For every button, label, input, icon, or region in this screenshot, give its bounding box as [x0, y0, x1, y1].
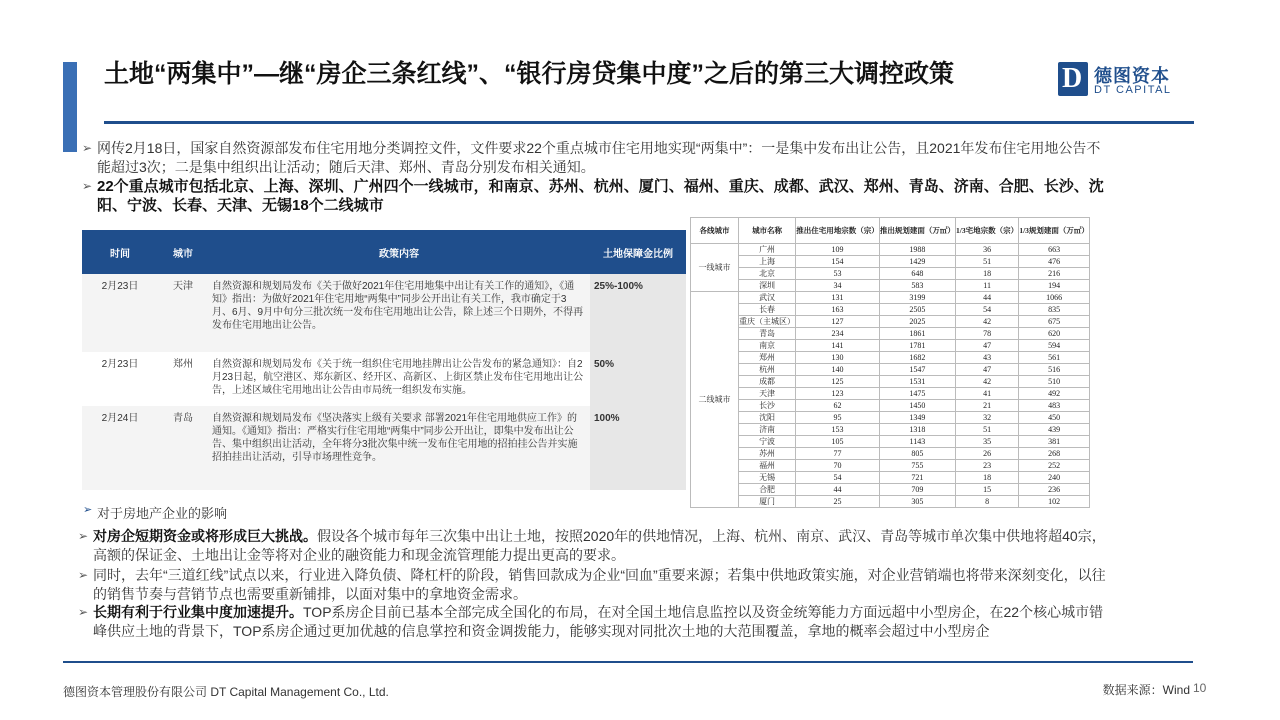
value-cell: 1531	[879, 376, 955, 388]
header-ratio: 土地保障金比例	[590, 230, 686, 274]
footer-source: 数据来源：Wind	[1102, 683, 1190, 697]
value-cell: 70	[796, 460, 880, 472]
value-cell: 516	[1019, 364, 1090, 376]
arrow-bullet-icon: ➢	[83, 504, 93, 516]
value-cell: 18	[955, 472, 1018, 484]
value-cell: 648	[879, 268, 955, 280]
value-cell: 216	[1019, 268, 1090, 280]
logo-chinese-name: 德图资本	[1094, 66, 1170, 86]
value-cell: 23	[955, 460, 1018, 472]
value-cell: 1988	[879, 244, 955, 256]
value-cell: 125	[796, 376, 880, 388]
header-city: 城市	[158, 230, 208, 274]
table-row	[691, 292, 1090, 304]
city-name-cell: 合肥	[739, 484, 796, 496]
value-cell: 2025	[879, 316, 955, 328]
table-row	[691, 484, 1090, 496]
value-cell: 305	[879, 496, 955, 508]
row-date: 2月24日	[82, 406, 158, 490]
city-name-cell: 北京	[739, 268, 796, 280]
value-cell: 805	[879, 448, 955, 460]
intro-bullet-2-text: 22个重点城市包括北京、上海、深圳、广州四个一线城市，和南京、苏州、杭州、厦门、福州、重庆、成都、武汉、郑州、青岛、济南、合肥、长沙、沈阳、宁波、长春、天津、无锡18个二线城市	[97, 178, 1104, 214]
table-row	[691, 460, 1090, 472]
table-row	[691, 364, 1090, 376]
value-cell: 78	[955, 328, 1018, 340]
value-cell: 95	[796, 412, 880, 424]
value-cell: 2505	[879, 304, 955, 316]
city-name-cell: 重庆（主城区）	[739, 317, 796, 326]
page-number: 10	[1193, 681, 1207, 695]
footer-company: 德图资本管理股份有限公司 DT Capital Management Co., Ltd.	[63, 685, 389, 699]
table-row	[691, 304, 1090, 316]
value-cell: 1861	[879, 328, 955, 340]
value-cell: 54	[955, 304, 1018, 316]
city-name-cell: 厦门	[739, 496, 796, 508]
value-cell: 1066	[1019, 292, 1090, 304]
value-cell: 51	[955, 424, 1018, 436]
table-row	[691, 268, 1090, 280]
value-cell: 51	[955, 256, 1018, 268]
value-cell: 1475	[879, 388, 955, 400]
value-cell: 1547	[879, 364, 955, 376]
value-cell: 476	[1019, 256, 1090, 268]
table-row	[691, 256, 1090, 268]
city-land-table	[690, 217, 1090, 508]
impact-bullet-2-text: 同时，去年“三道红线”试点以来，行业进入降负债、降杠杆的阶段，销售回款成为企业“回血”重要来源；若集中供地政策实施，对企业营销端也将带来深刻变化，以往的销售节奏与营销节点也需要重新铺排，以面对集中的拿地资金需求。	[93, 567, 1106, 602]
value-cell: 42	[955, 316, 1018, 328]
city-name-cell: 上海	[739, 256, 796, 268]
table-row	[82, 274, 686, 352]
city-table-header	[691, 218, 1090, 244]
impact-bullet-1-text: 假设各个城市每年三次集中出让土地，按照2020年的供地情况，上海、杭州、南京、武汉、青岛等城市单次集中供地将超40宗，高额的保证金、土地出让金等将对企业的融资能力和现金流管理能力提出更高的要求。	[93, 528, 1106, 563]
value-cell: 1429	[879, 256, 955, 268]
value-cell: 21	[955, 400, 1018, 412]
tier-label: 二线城市	[691, 292, 739, 508]
table-row	[82, 406, 686, 490]
value-cell: 127	[796, 316, 880, 328]
city-name-cell: 苏州	[739, 448, 796, 460]
value-cell: 236	[1019, 484, 1090, 496]
value-cell: 594	[1019, 340, 1090, 352]
city-name-cell: 杭州	[739, 364, 796, 376]
value-cell: 835	[1019, 304, 1090, 316]
table-row	[691, 436, 1090, 448]
city-name-cell: 济南	[739, 424, 796, 436]
header-date: 时间	[82, 230, 158, 274]
logo-mark-letter: D	[1062, 63, 1083, 94]
value-cell: 102	[1019, 496, 1090, 508]
value-cell: 234	[796, 328, 880, 340]
row-ratio: 100%	[590, 406, 686, 490]
header-third-area: 1/3规划建面（万㎡）	[1019, 218, 1090, 244]
value-cell: 47	[955, 340, 1018, 352]
header-lot-count: 推出住宅用地宗数（宗）	[796, 218, 880, 244]
table-row	[82, 352, 686, 406]
value-cell: 77	[796, 448, 880, 460]
value-cell: 1143	[879, 436, 955, 448]
value-cell: 240	[1019, 472, 1090, 484]
value-cell: 3199	[879, 292, 955, 304]
table-row	[691, 496, 1090, 508]
table-row	[691, 472, 1090, 484]
value-cell: 18	[955, 268, 1018, 280]
city-name-cell: 无锡	[739, 472, 796, 484]
logo-mark-icon	[1058, 62, 1088, 96]
value-cell: 252	[1019, 460, 1090, 472]
impact-bullet-1-lead: 对房企短期资金或将形成巨大挑战。	[93, 528, 317, 544]
header-planned-area: 推出规划建面（万㎡）	[879, 218, 955, 244]
value-cell: 153	[796, 424, 880, 436]
table-row	[691, 280, 1090, 292]
logo-english-name: DT CAPITAL	[1094, 84, 1172, 96]
value-cell: 35	[955, 436, 1018, 448]
value-cell: 32	[955, 412, 1018, 424]
city-name-cell: 广州	[739, 244, 796, 256]
value-cell: 105	[796, 436, 880, 448]
value-cell: 1349	[879, 412, 955, 424]
table-row	[691, 412, 1090, 424]
impact-bullet-3	[78, 603, 1113, 641]
title-accent-bar	[63, 62, 77, 152]
title-divider	[104, 121, 1194, 124]
header-third-lot-count: 1/3宅地宗数（宗）	[955, 218, 1018, 244]
value-cell: 721	[879, 472, 955, 484]
value-cell: 492	[1019, 388, 1090, 400]
value-cell: 11	[955, 280, 1018, 292]
value-cell: 154	[796, 256, 880, 268]
city-name-cell: 郑州	[739, 352, 796, 364]
value-cell: 8	[955, 496, 1018, 508]
header-content: 政策内容	[208, 230, 590, 274]
city-name-cell: 宁波	[739, 436, 796, 448]
table-row	[691, 244, 1090, 256]
row-city: 青岛	[158, 406, 208, 490]
company-logo	[1058, 62, 1198, 98]
table-row	[691, 376, 1090, 388]
intro-bullet-1-text: 网传2月18日，国家自然资源部发布住宅用地分类调控文件，文件要求22个重点城市住宅用地实现“两集中”：一是集中发布出让公告，且2021年发布住宅用地公告不能超过3次；二是集中组织出让活动；随后天津、郑州、青岛分别发布相关通知。	[97, 140, 1101, 175]
city-name-cell: 成都	[739, 376, 796, 388]
impact-bullet-2	[78, 566, 1113, 604]
value-cell: 755	[879, 460, 955, 472]
header-tier: 各线城市	[691, 218, 739, 244]
value-cell: 675	[1019, 316, 1090, 328]
arrow-bullet-icon: ➢	[78, 568, 89, 582]
city-name-cell: 福州	[739, 460, 796, 472]
value-cell: 41	[955, 388, 1018, 400]
value-cell: 109	[796, 244, 880, 256]
table-row	[691, 316, 1090, 328]
page-title: 土地“两集中”—继“房企三条红线”、“银行房贷集中度”之后的第三大调控政策	[104, 60, 955, 88]
city-name-cell: 深圳	[739, 280, 796, 292]
row-city: 天津	[158, 274, 208, 352]
value-cell: 163	[796, 304, 880, 316]
value-cell: 47	[955, 364, 1018, 376]
value-cell: 510	[1019, 376, 1090, 388]
row-content: 自然资源和规划局发布《关于统一组织住宅用地挂牌出让公告发布的紧急通知》：自2月23日起，航空港区、郑东新区、经开区、高新区、上街区禁止发布住宅用地出让公告，上述区域住宅用地出让公告由市局统一组织发布实施。	[208, 352, 590, 406]
arrow-bullet-icon: ➢	[78, 605, 89, 619]
row-content: 自然资源和规划局发布《坚决落实上级有关要求 部署2021年住宅用地供应工作》的通知。《通知》指出：严格实行住宅用地“两集中”同步公开出让，即集中发布出让公告、集中组织出让活动，全年将分3批次集中统一发布住宅用地的招拍挂公告并实施招拍挂出让活动，引导市场理性竞争。	[208, 406, 590, 490]
arrow-bullet-icon: ➢	[78, 529, 89, 543]
value-cell: 15	[955, 484, 1018, 496]
impact-bullet-3-text: TOP系房企目前已基本全部完成全国化的布局，在对全国土地信息监控以及资金统筹能力方面远超中小型房企，在22个核心城市错峰供应土地的背景下，TOP系房企通过更加优越的信息掌控和资金调拨能力，能够实现对同批次土地的大范围覆盖，拿地的概率会超过中小型房企	[93, 604, 1104, 639]
value-cell: 1450	[879, 400, 955, 412]
table-row	[691, 328, 1090, 340]
value-cell: 42	[955, 376, 1018, 388]
impact-heading-text: 对于房地产企业的影响	[97, 506, 228, 521]
header-city-name: 城市名称	[739, 218, 796, 244]
arrow-bullet-icon: ➢	[82, 141, 93, 155]
table-row	[691, 388, 1090, 400]
table-row	[691, 424, 1090, 436]
tier-label: 一线城市	[691, 244, 739, 292]
value-cell: 141	[796, 340, 880, 352]
value-cell: 25	[796, 496, 880, 508]
footer-divider	[63, 661, 1193, 663]
value-cell: 44	[955, 292, 1018, 304]
city-name-cell: 长春	[739, 304, 796, 316]
policy-table	[82, 230, 686, 490]
value-cell: 583	[879, 280, 955, 292]
row-content: 自然资源和规划局发布《关于做好2021年住宅用地集中出让有关工作的通知》，《通知》指出：为做好2021年住宅用地“两集中”同步公开出让有关工作，我市确定于3月、6月、9月中旬分三批次统一发布住宅用地出让公告，除上述三个日期外，不得再发布住宅用地出让公告。	[208, 274, 590, 352]
value-cell: 62	[796, 400, 880, 412]
city-name-cell: 武汉	[739, 292, 796, 304]
value-cell: 268	[1019, 448, 1090, 460]
intro-bullet-2	[82, 177, 1107, 215]
value-cell: 620	[1019, 328, 1090, 340]
value-cell: 26	[955, 448, 1018, 460]
value-cell: 131	[796, 292, 880, 304]
value-cell: 194	[1019, 280, 1090, 292]
value-cell: 1682	[879, 352, 955, 364]
row-city: 郑州	[158, 352, 208, 406]
policy-table-header	[82, 230, 686, 274]
row-date: 2月23日	[82, 274, 158, 352]
row-date: 2月23日	[82, 352, 158, 406]
value-cell: 450	[1019, 412, 1090, 424]
row-ratio: 50%	[590, 352, 686, 406]
value-cell: 439	[1019, 424, 1090, 436]
value-cell: 34	[796, 280, 880, 292]
table-row	[691, 352, 1090, 364]
value-cell: 123	[796, 388, 880, 400]
intro-bullet-1	[82, 139, 1107, 177]
impact-bullet-3-lead: 长期有利于行业集中度加速提升。	[93, 604, 303, 620]
city-name-cell: 青岛	[739, 328, 796, 340]
impact-heading	[83, 503, 228, 522]
value-cell: 36	[955, 244, 1018, 256]
value-cell: 54	[796, 472, 880, 484]
city-name-cell: 南京	[739, 340, 796, 352]
city-name-cell: 长沙	[739, 400, 796, 412]
city-name-cell: 天津	[739, 388, 796, 400]
row-ratio: 25%-100%	[590, 274, 686, 352]
impact-bullet-1	[78, 527, 1113, 565]
table-row	[691, 340, 1090, 352]
city-name-cell: 沈阳	[739, 412, 796, 424]
value-cell: 663	[1019, 244, 1090, 256]
value-cell: 709	[879, 484, 955, 496]
table-row	[691, 400, 1090, 412]
value-cell: 44	[796, 484, 880, 496]
value-cell: 53	[796, 268, 880, 280]
value-cell: 561	[1019, 352, 1090, 364]
arrow-bullet-icon: ➢	[82, 179, 93, 193]
value-cell: 1318	[879, 424, 955, 436]
value-cell: 43	[955, 352, 1018, 364]
value-cell: 130	[796, 352, 880, 364]
value-cell: 483	[1019, 400, 1090, 412]
value-cell: 1781	[879, 340, 955, 352]
value-cell: 140	[796, 364, 880, 376]
value-cell: 381	[1019, 436, 1090, 448]
table-row	[691, 448, 1090, 460]
